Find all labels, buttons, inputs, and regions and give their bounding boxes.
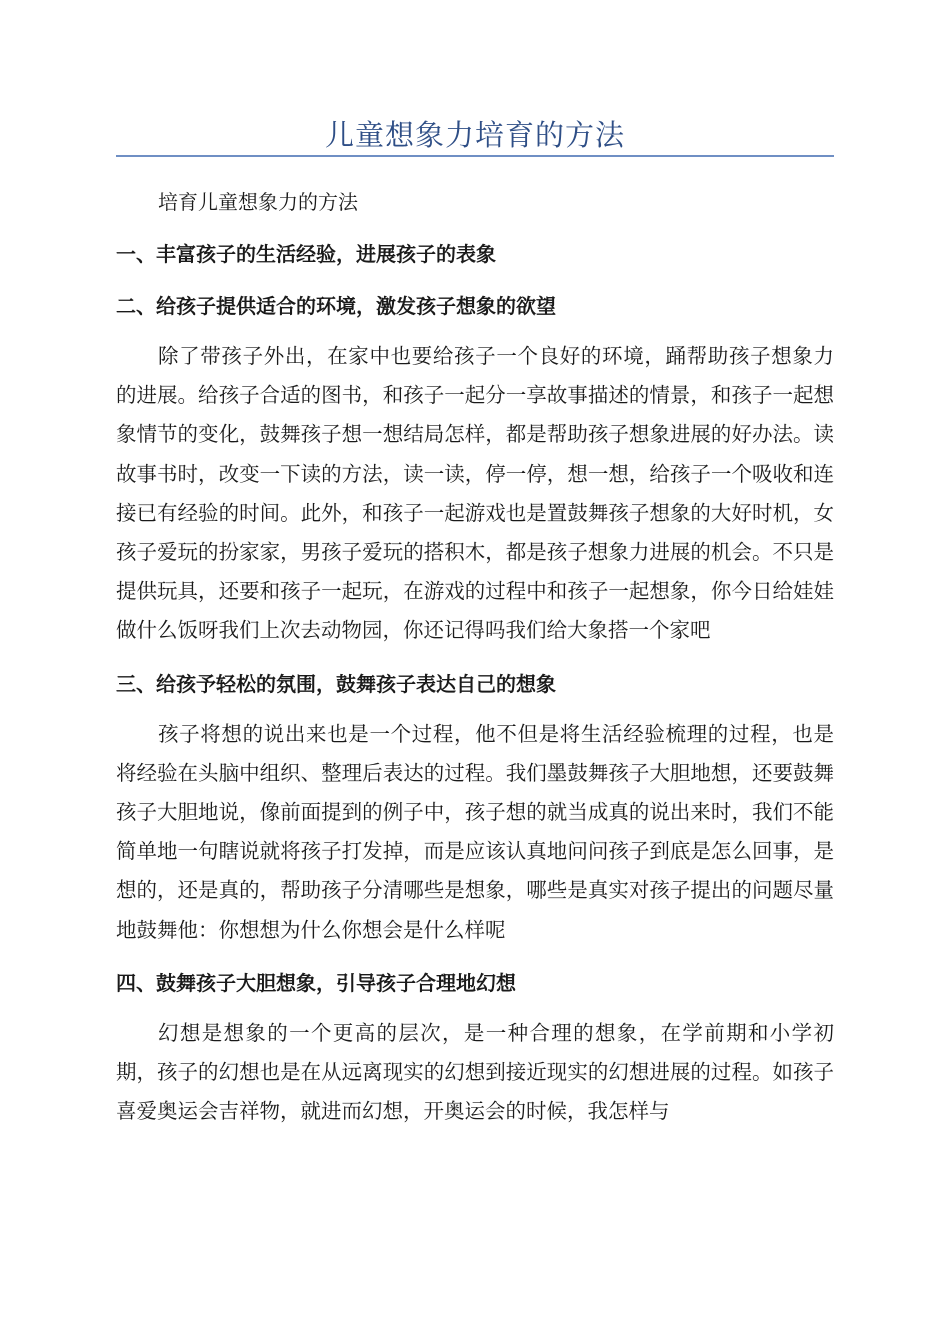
document-title: 儿童想象力培育的方法 xyxy=(324,118,625,152)
section-paragraph-2: 除了带孩子外出，在家中也要给孩子一个良好的环境，踊帮助孩子想象力的进展。给孩子合适的图书，和孩子一起分一享故事描述的情景，和孩子一起想象情节的变化，鼓舞孩子想一想结局怎样，都是帮助孩子想象进展的好办法。读故事书时，改变一下读的方法，读一读，停一停，想一想，给孩子一个吸收和连接已有经验的时间。此外，和孩子一起游戏也是置鼓舞孩子想象的大好时机，女孩子爱玩的扮家家，男孩子爱玩的搭积木，都是孩子想象力进展的机会。不只是提供玩具，还要和孩子一起玩，在游戏的过程中和孩子一起想象，你今日给娃娃做什么饭呀我们上次去动物园，你还记得吗我们给大象搭一个家吧 xyxy=(116,344,834,643)
section-paragraph-4: 幻想是想象的一个更高的层次，是一种合理的想象，在学前期和小学初期，孩子的幻想也是在从远离现实的幻想到接近现实的幻想进展的过程。如孩子喜爱奥运会吉祥物，就进而幻想，开奥运会的时候，我怎样与 xyxy=(116,1020,834,1124)
title-underline xyxy=(116,155,834,157)
section-heading-2: 二、给孩子提供适合的环境，激发孩子想象的欲望 xyxy=(116,294,556,318)
section-heading-1: 一、丰富孩子的生活经验，进展孩子的表象 xyxy=(116,242,496,266)
intro-line: 培育儿童想象力的方法 xyxy=(158,190,358,214)
section-heading-3: 三、给孩予轻松的氛围，鼓舞孩子表达自己的想象 xyxy=(116,671,556,696)
document-page xyxy=(116,0,834,1131)
section-paragraph-3: 孩子将想的说出来也是一个过程，他不但是将生活经验梳理的过程，也是将经验在头脑中组织、整理后表达的过程。我们墨鼓舞孩子大胆地想，还要鼓舞孩子大胆地说，像前面提到的例子中，孩子想的就当成真的说出来时，我们不能简单地一句瞎说就将孩子打发掉，而是应该认真地问问孩子到底是怎么回事，是想的，还是真的，帮助孩子分清哪些是想象，哪些是真实对孩子提出的问题尽量地鼓舞他：你想想为什么你想会是什么样呢 xyxy=(116,721,834,942)
section-heading-4: 四、鼓舞孩子大胆想象，引导孩子合理地幻想 xyxy=(116,970,516,995)
